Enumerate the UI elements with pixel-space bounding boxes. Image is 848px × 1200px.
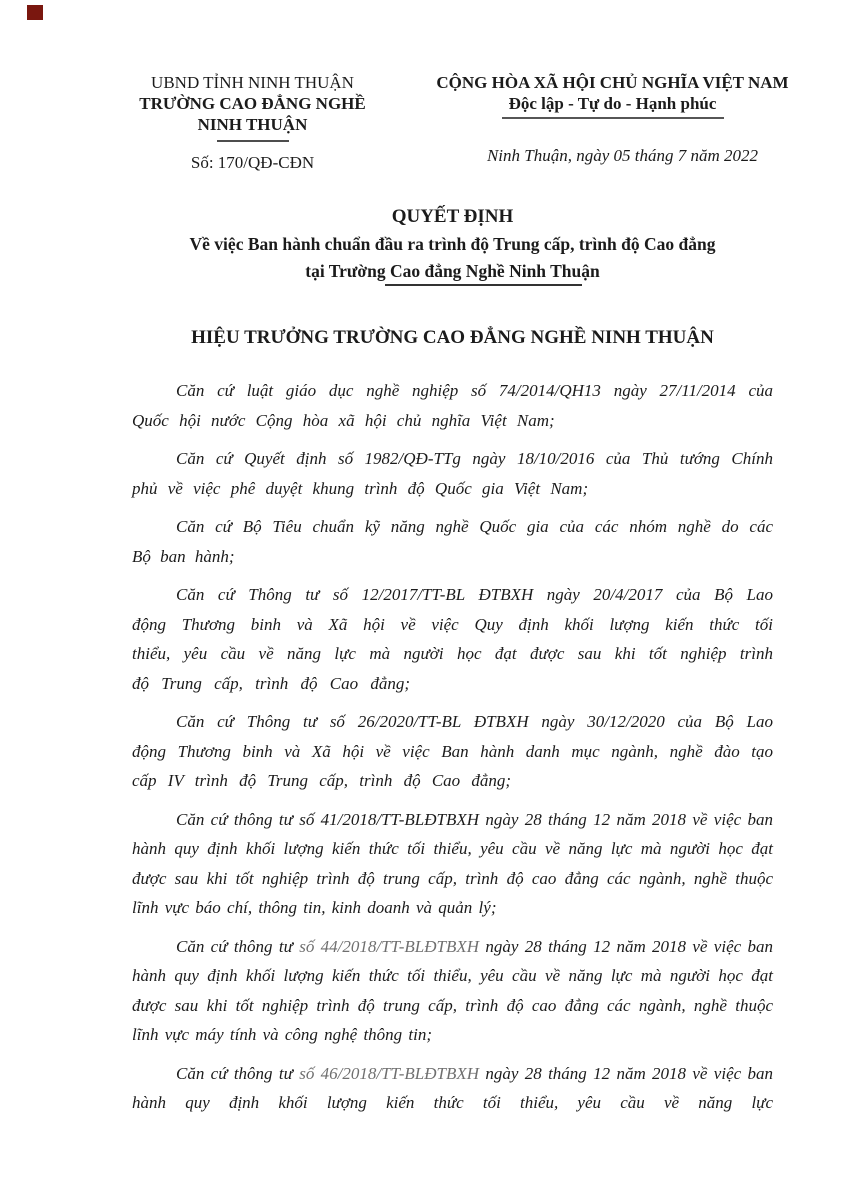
header-issuing-org	[130, 72, 375, 173]
legal-basis-paragraph	[132, 580, 773, 698]
decision-subject-line-2: tại Trường Cao đẳng Nghề Ninh Thuận	[305, 261, 600, 281]
paragraph-segment: Căn cứ thông tư	[176, 936, 300, 956]
legal-basis-paragraph	[132, 512, 773, 571]
paragraph-segment: Căn cứ Thông tư số 12/2017/TT-BL ĐTBXH ngày 20/4/2017 của Bộ Lao động Thương binh và Xã hội về việc Quy định khối lượng kiến thức tối thiểu, yêu cầu về năng lực mà người học đạt được sau khi tốt nghiệp trình độ Trung cấp, trình độ Cao đẳng;	[132, 585, 773, 693]
decision-subject-line-1: Về việc Ban hành chuẩn đầu ra trình độ Trung cấp, trình độ Cao đẳng	[189, 234, 716, 254]
title-separator-line	[385, 284, 582, 286]
paragraph-segment-reference: số 46/2018/TT-BLĐTBXH	[299, 1063, 480, 1083]
doc-number: Số: 170/QĐ-CĐN	[190, 153, 315, 172]
org-name-line-1: TRƯỜNG CAO ĐẲNG NGHỀ	[139, 94, 366, 113]
national-motto-line: Độc lập - Tự do - Hạnh phúc	[508, 94, 717, 113]
paragraph-segment: Căn cứ thông tư	[176, 1063, 300, 1083]
org-parent-name: UBND TỈNH NINH THUẬN	[151, 73, 354, 92]
paragraph-segment: Căn cứ Quyết định số 1982/QĐ-TTg ngày 18/10/2016 của Thủ tướng Chính phủ về việc phê duyệt khung trình độ Quốc gia Việt Nam;	[132, 449, 773, 498]
legal-basis-paragraph	[132, 932, 773, 1050]
org-name-line-2: NINH THUẬN	[197, 115, 308, 134]
paragraph-segment: Căn cứ Bộ Tiêu chuẩn kỹ năng nghề Quốc gia của các nhóm nghề do các Bộ ban hành;	[132, 517, 773, 566]
paragraph-segment: ngày 28 tháng 12 năm 2018 về việc ban hành quy định khối lượng kiến thức tối thiểu, yêu cầu về năng lực	[132, 1063, 774, 1112]
legal-basis-paragraph	[132, 707, 773, 796]
decision-heading: QUYẾT ĐỊNH	[391, 206, 514, 227]
corner-mark	[27, 5, 43, 20]
decision-title-block	[132, 205, 773, 283]
paragraph-segment-reference: số 44/2018/TT-BLĐTBXH	[299, 936, 480, 956]
legal-basis-paragraph	[132, 805, 773, 923]
motto-underline	[502, 117, 724, 119]
paragraph-segment: Căn cứ Thông tư số 26/2020/TT-BL ĐTBXH ngày 30/12/2020 của Bộ Lao động Thương binh và Xã hội về việc Ban hành danh mục ngành, nghề đào tạo cấp IV trình độ Trung cấp, trình độ Cao đẳng;	[132, 712, 773, 790]
paragraph-segment: Căn cứ thông tư số 41/2018/TT-BLĐTBXH ngày 28 tháng 12 năm 2018 về việc ban hành quy định khối lượng kiến thức tối thiểu, yêu cầu về năng lực mà người học đạt được sau khi tốt nghiệp trình độ trung cấp, trình độ cao đẳng các ngành, nghề thuộc lĩnh vực báo chí, thông tin, kinh doanh và quản lý;	[132, 809, 773, 917]
decision-body	[132, 376, 773, 1127]
org-name-underline	[217, 140, 289, 142]
place-date-line: Ninh Thuận, ngày 05 tháng 7 năm 2022	[486, 146, 759, 165]
legal-basis-paragraph	[132, 444, 773, 503]
paragraph-segment: Căn cứ luật giáo dục nghề nghiệp số 74/2014/QH13 ngày 27/11/2014 của Quốc hội nước Cộng hòa xã hội chủ nghĩa Việt Nam;	[132, 381, 773, 430]
header-national	[400, 72, 825, 166]
legal-basis-paragraph	[132, 1059, 773, 1118]
paragraph-segment: ngày 28 tháng 12 năm 2018 về việc ban hành quy định khối lượng kiến thức tối thiểu, yêu cầu về năng lực mà người học đạt được sau khi tốt nghiệp trình độ trung cấp, trình độ cao đẳng các ngành, nghề thuộc lĩnh vực máy tính và công nghệ thông tin;	[132, 936, 774, 1044]
issuer-heading: HIỆU TRƯỞNG TRƯỜNG CAO ĐẲNG NGHỀ NINH THUẬN	[191, 327, 714, 348]
national-name-line: CỘNG HÒA XÃ HỘI CHỦ NGHĨA VIỆT NAM	[436, 73, 789, 92]
legal-basis-paragraph	[132, 376, 773, 435]
